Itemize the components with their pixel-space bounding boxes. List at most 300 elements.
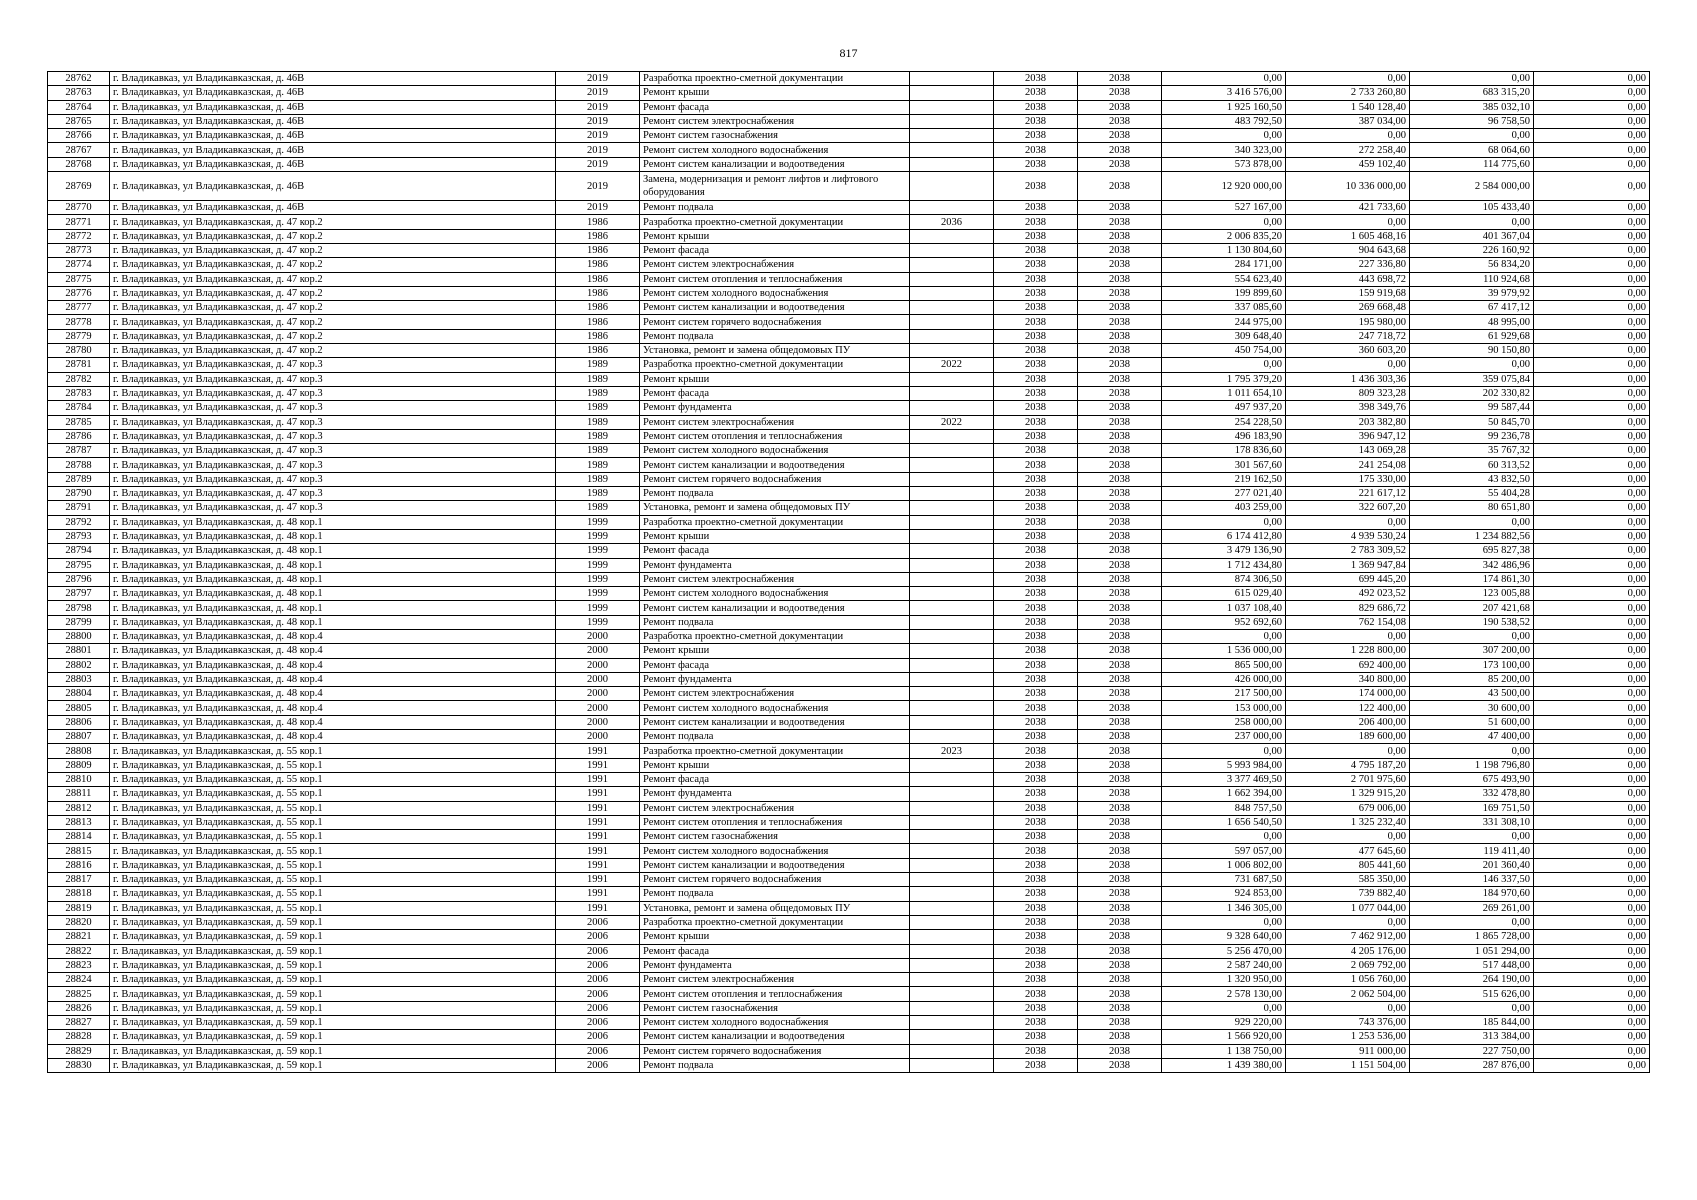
cell-year-end: 2038 xyxy=(1078,415,1162,429)
cell-work-type: Ремонт фасада xyxy=(640,772,910,786)
cell-address: г. Владикавказ, ул Владикавказская, д. 59 кор.1 xyxy=(110,915,556,929)
cell-fund-c: 0,00 xyxy=(1534,243,1650,257)
cell-total-cost: 554 623,40 xyxy=(1162,272,1286,286)
cell-year-end: 2038 xyxy=(1078,344,1162,358)
cell-fund-a: 387 034,00 xyxy=(1286,114,1410,128)
cell-planned-year xyxy=(910,858,994,872)
cell-work-type: Ремонт систем электроснабжения xyxy=(640,415,910,429)
cell-year-end: 2038 xyxy=(1078,100,1162,114)
cell-fund-c: 0,00 xyxy=(1534,201,1650,215)
cell-year-start: 2038 xyxy=(994,758,1078,772)
cell-address: г. Владикавказ, ул Владикавказская, д. 46В xyxy=(110,114,556,128)
cell-fund-c: 0,00 xyxy=(1534,701,1650,715)
cell-total-cost: 2 587 240,00 xyxy=(1162,958,1286,972)
cell-total-cost: 1 925 160,50 xyxy=(1162,100,1286,114)
cell-address: г. Владикавказ, ул Владикавказская, д. 47 кор.2 xyxy=(110,286,556,300)
cell-fund-c: 0,00 xyxy=(1534,143,1650,157)
cell-commission-year: 1991 xyxy=(556,758,640,772)
cell-fund-b: 185 844,00 xyxy=(1410,1016,1534,1030)
cell-planned-year xyxy=(910,758,994,772)
table-row xyxy=(48,830,1650,844)
cell-planned-year xyxy=(910,529,994,543)
cell-commission-year: 2006 xyxy=(556,958,640,972)
cell-planned-year xyxy=(910,1030,994,1044)
cell-year-start: 2038 xyxy=(994,487,1078,501)
cell-fund-c: 0,00 xyxy=(1534,415,1650,429)
cell-planned-year xyxy=(910,901,994,915)
cell-fund-c: 0,00 xyxy=(1534,1044,1650,1058)
table-row xyxy=(48,944,1650,958)
cell-fund-c: 0,00 xyxy=(1534,901,1650,915)
cell-total-cost: 217 500,00 xyxy=(1162,687,1286,701)
cell-year-end: 2038 xyxy=(1078,958,1162,972)
cell-commission-year: 2000 xyxy=(556,644,640,658)
cell-planned-year xyxy=(910,487,994,501)
cell-total-cost: 0,00 xyxy=(1162,515,1286,529)
cell-fund-a: 195 980,00 xyxy=(1286,315,1410,329)
cell-fund-c: 0,00 xyxy=(1534,858,1650,872)
cell-work-type: Ремонт фундамента xyxy=(640,672,910,686)
table-row xyxy=(48,272,1650,286)
cell-fund-a: 0,00 xyxy=(1286,830,1410,844)
table-row xyxy=(48,701,1650,715)
cell-work-type: Установка, ремонт и замена общедомовых ПУ xyxy=(640,344,910,358)
cell-work-type: Ремонт систем канализации и водоотведения xyxy=(640,157,910,171)
cell-work-type: Разработка проектно-сметной документации xyxy=(640,629,910,643)
cell-work-type: Ремонт подвала xyxy=(640,615,910,629)
cell-planned-year xyxy=(910,157,994,171)
cell-year-end: 2038 xyxy=(1078,172,1162,201)
cell-fund-b: 51 600,00 xyxy=(1410,715,1534,729)
cell-planned-year xyxy=(910,944,994,958)
cell-fund-a: 227 336,80 xyxy=(1286,258,1410,272)
cell-total-cost: 237 000,00 xyxy=(1162,730,1286,744)
table-row xyxy=(48,915,1650,929)
cell-planned-year xyxy=(910,301,994,315)
cell-year-end: 2038 xyxy=(1078,915,1162,929)
cell-year-start: 2038 xyxy=(994,415,1078,429)
cell-commission-year: 1999 xyxy=(556,544,640,558)
cell-year-start: 2038 xyxy=(994,730,1078,744)
cell-work-type: Ремонт систем канализации и водоотведения xyxy=(640,601,910,615)
cell-year-start: 2038 xyxy=(994,172,1078,201)
table-row xyxy=(48,258,1650,272)
cell-id: 28785 xyxy=(48,415,110,429)
cell-year-start: 2038 xyxy=(994,329,1078,343)
cell-fund-c: 0,00 xyxy=(1534,172,1650,201)
table-row xyxy=(48,687,1650,701)
cell-year-start: 2038 xyxy=(994,86,1078,100)
cell-year-end: 2038 xyxy=(1078,987,1162,1001)
cell-commission-year: 1986 xyxy=(556,344,640,358)
cell-fund-b: 1 234 882,56 xyxy=(1410,529,1534,543)
cell-commission-year: 2006 xyxy=(556,930,640,944)
cell-commission-year: 2006 xyxy=(556,987,640,1001)
table-row xyxy=(48,901,1650,915)
table-row xyxy=(48,129,1650,143)
cell-fund-b: 227 750,00 xyxy=(1410,1044,1534,1058)
cell-fund-a: 4 939 530,24 xyxy=(1286,529,1410,543)
cell-fund-c: 0,00 xyxy=(1534,772,1650,786)
cell-work-type: Ремонт систем электроснабжения xyxy=(640,973,910,987)
cell-commission-year: 1999 xyxy=(556,515,640,529)
cell-fund-a: 805 441,60 xyxy=(1286,858,1410,872)
cell-commission-year: 2006 xyxy=(556,973,640,987)
cell-commission-year: 1986 xyxy=(556,286,640,300)
cell-total-cost: 3 377 469,50 xyxy=(1162,772,1286,786)
cell-year-end: 2038 xyxy=(1078,444,1162,458)
table-row xyxy=(48,143,1650,157)
cell-year-end: 2038 xyxy=(1078,72,1162,86)
cell-work-type: Разработка проектно-сметной документации xyxy=(640,915,910,929)
table-row xyxy=(48,444,1650,458)
cell-fund-a: 1 077 044,00 xyxy=(1286,901,1410,915)
cell-fund-b: 114 775,60 xyxy=(1410,157,1534,171)
cell-work-type: Ремонт подвала xyxy=(640,1058,910,1072)
cell-planned-year xyxy=(910,930,994,944)
cell-fund-b: 307 200,00 xyxy=(1410,644,1534,658)
cell-year-end: 2038 xyxy=(1078,544,1162,558)
cell-total-cost: 573 878,00 xyxy=(1162,157,1286,171)
cell-work-type: Ремонт крыши xyxy=(640,229,910,243)
cell-address: г. Владикавказ, ул Владикавказская, д. 46В xyxy=(110,172,556,201)
cell-fund-a: 1 605 468,16 xyxy=(1286,229,1410,243)
cell-fund-c: 0,00 xyxy=(1534,286,1650,300)
cell-address: г. Владикавказ, ул Владикавказская, д. 46В xyxy=(110,86,556,100)
cell-year-end: 2038 xyxy=(1078,844,1162,858)
cell-fund-b: 174 861,30 xyxy=(1410,572,1534,586)
cell-fund-c: 0,00 xyxy=(1534,1016,1650,1030)
cell-fund-a: 1 253 536,00 xyxy=(1286,1030,1410,1044)
cell-fund-b: 47 400,00 xyxy=(1410,730,1534,744)
cell-commission-year: 2019 xyxy=(556,100,640,114)
table-row xyxy=(48,615,1650,629)
cell-fund-b: 50 845,70 xyxy=(1410,415,1534,429)
cell-year-start: 2038 xyxy=(994,258,1078,272)
cell-planned-year xyxy=(910,372,994,386)
cell-year-end: 2038 xyxy=(1078,157,1162,171)
cell-fund-a: 739 882,40 xyxy=(1286,887,1410,901)
cell-planned-year xyxy=(910,615,994,629)
cell-planned-year xyxy=(910,172,994,201)
cell-fund-c: 0,00 xyxy=(1534,873,1650,887)
cell-work-type: Ремонт подвала xyxy=(640,201,910,215)
cell-fund-b: 313 384,00 xyxy=(1410,1030,1534,1044)
cell-year-start: 2038 xyxy=(994,687,1078,701)
cell-fund-a: 762 154,08 xyxy=(1286,615,1410,629)
cell-fund-a: 398 349,76 xyxy=(1286,401,1410,415)
cell-total-cost: 6 174 412,80 xyxy=(1162,529,1286,543)
cell-fund-a: 1 540 128,40 xyxy=(1286,100,1410,114)
cell-id: 28777 xyxy=(48,301,110,315)
cell-fund-c: 0,00 xyxy=(1534,915,1650,929)
cell-fund-a: 1 369 947,84 xyxy=(1286,558,1410,572)
cell-fund-a: 241 254,08 xyxy=(1286,458,1410,472)
table-row xyxy=(48,1030,1650,1044)
cell-fund-c: 0,00 xyxy=(1534,229,1650,243)
cell-fund-c: 0,00 xyxy=(1534,215,1650,229)
cell-total-cost: 337 085,60 xyxy=(1162,301,1286,315)
cell-total-cost: 496 183,90 xyxy=(1162,429,1286,443)
cell-total-cost: 284 171,00 xyxy=(1162,258,1286,272)
cell-fund-b: 99 587,44 xyxy=(1410,401,1534,415)
cell-fund-c: 0,00 xyxy=(1534,958,1650,972)
cell-work-type: Ремонт систем газоснабжения xyxy=(640,830,910,844)
cell-commission-year: 2019 xyxy=(556,143,640,157)
cell-work-type: Ремонт систем отопления и теплоснабжения xyxy=(640,272,910,286)
table-row xyxy=(48,415,1650,429)
cell-fund-c: 0,00 xyxy=(1534,887,1650,901)
cell-year-end: 2038 xyxy=(1078,944,1162,958)
cell-year-end: 2038 xyxy=(1078,401,1162,415)
cell-fund-c: 0,00 xyxy=(1534,344,1650,358)
cell-year-start: 2038 xyxy=(994,286,1078,300)
cell-total-cost: 2 578 130,00 xyxy=(1162,987,1286,1001)
cell-id: 28781 xyxy=(48,358,110,372)
cell-commission-year: 1989 xyxy=(556,358,640,372)
table-row xyxy=(48,315,1650,329)
cell-planned-year xyxy=(910,587,994,601)
cell-year-end: 2038 xyxy=(1078,801,1162,815)
cell-id: 28811 xyxy=(48,787,110,801)
cell-year-end: 2038 xyxy=(1078,114,1162,128)
table-row xyxy=(48,329,1650,343)
cell-fund-c: 0,00 xyxy=(1534,1001,1650,1015)
cell-work-type: Ремонт систем электроснабжения xyxy=(640,572,910,586)
cell-year-end: 2038 xyxy=(1078,272,1162,286)
cell-planned-year xyxy=(910,286,994,300)
cell-fund-c: 0,00 xyxy=(1534,86,1650,100)
table-row xyxy=(48,730,1650,744)
cell-fund-a: 396 947,12 xyxy=(1286,429,1410,443)
cell-address: г. Владикавказ, ул Владикавказская, д. 47 кор.2 xyxy=(110,243,556,257)
cell-id: 28813 xyxy=(48,815,110,829)
cell-year-end: 2038 xyxy=(1078,315,1162,329)
table-row xyxy=(48,629,1650,643)
cell-year-start: 2038 xyxy=(994,1030,1078,1044)
cell-total-cost: 3 479 136,90 xyxy=(1162,544,1286,558)
cell-id: 28783 xyxy=(48,386,110,400)
cell-work-type: Ремонт фасада xyxy=(640,100,910,114)
cell-address: г. Владикавказ, ул Владикавказская, д. 46В xyxy=(110,143,556,157)
cell-id: 28762 xyxy=(48,72,110,86)
cell-address: г. Владикавказ, ул Владикавказская, д. 48 кор.4 xyxy=(110,687,556,701)
cell-address: г. Владикавказ, ул Владикавказская, д. 47 кор.3 xyxy=(110,386,556,400)
cell-fund-a: 2 701 975,60 xyxy=(1286,772,1410,786)
cell-total-cost: 0,00 xyxy=(1162,915,1286,929)
table-row xyxy=(48,515,1650,529)
cell-year-end: 2038 xyxy=(1078,1030,1162,1044)
cell-address: г. Владикавказ, ул Владикавказская, д. 48 кор.4 xyxy=(110,730,556,744)
cell-year-end: 2038 xyxy=(1078,644,1162,658)
cell-year-end: 2038 xyxy=(1078,701,1162,715)
cell-commission-year: 2019 xyxy=(556,72,640,86)
cell-year-end: 2038 xyxy=(1078,558,1162,572)
cell-fund-c: 0,00 xyxy=(1534,429,1650,443)
cell-planned-year xyxy=(910,772,994,786)
cell-fund-a: 174 000,00 xyxy=(1286,687,1410,701)
cell-work-type: Установка, ремонт и замена общедомовых ПУ xyxy=(640,501,910,515)
cell-planned-year xyxy=(910,72,994,86)
cell-id: 28823 xyxy=(48,958,110,972)
cell-total-cost: 1 566 920,00 xyxy=(1162,1030,1286,1044)
cell-address: г. Владикавказ, ул Владикавказская, д. 48 кор.1 xyxy=(110,587,556,601)
cell-commission-year: 1989 xyxy=(556,472,640,486)
cell-commission-year: 1999 xyxy=(556,587,640,601)
cell-planned-year xyxy=(910,672,994,686)
cell-fund-b: 67 417,12 xyxy=(1410,301,1534,315)
cell-commission-year: 1991 xyxy=(556,744,640,758)
cell-fund-a: 143 069,28 xyxy=(1286,444,1410,458)
cell-total-cost: 12 920 000,00 xyxy=(1162,172,1286,201)
cell-year-start: 2038 xyxy=(994,901,1078,915)
cell-work-type: Ремонт фасада xyxy=(640,944,910,958)
cell-year-end: 2038 xyxy=(1078,672,1162,686)
cell-work-type: Ремонт фасада xyxy=(640,243,910,257)
cell-year-start: 2038 xyxy=(994,873,1078,887)
cell-fund-b: 80 651,80 xyxy=(1410,501,1534,515)
cell-fund-a: 203 382,80 xyxy=(1286,415,1410,429)
cell-id: 28780 xyxy=(48,344,110,358)
cell-planned-year xyxy=(910,973,994,987)
cell-planned-year xyxy=(910,629,994,643)
cell-fund-c: 0,00 xyxy=(1534,844,1650,858)
cell-fund-c: 0,00 xyxy=(1534,644,1650,658)
cell-year-start: 2038 xyxy=(994,429,1078,443)
cell-year-end: 2038 xyxy=(1078,501,1162,515)
cell-planned-year xyxy=(910,687,994,701)
cell-fund-a: 829 686,72 xyxy=(1286,601,1410,615)
cell-address: г. Владикавказ, ул Владикавказская, д. 48 кор.1 xyxy=(110,544,556,558)
table-row xyxy=(48,344,1650,358)
cell-fund-b: 201 360,40 xyxy=(1410,858,1534,872)
cell-fund-b: 68 064,60 xyxy=(1410,143,1534,157)
cell-commission-year: 1989 xyxy=(556,501,640,515)
cell-fund-a: 0,00 xyxy=(1286,72,1410,86)
table-row xyxy=(48,887,1650,901)
cell-planned-year xyxy=(910,258,994,272)
cell-year-start: 2038 xyxy=(994,229,1078,243)
cell-year-end: 2038 xyxy=(1078,601,1162,615)
cell-planned-year xyxy=(910,801,994,815)
cell-id: 28801 xyxy=(48,644,110,658)
cell-id: 28769 xyxy=(48,172,110,201)
cell-fund-b: 105 433,40 xyxy=(1410,201,1534,215)
cell-fund-a: 189 600,00 xyxy=(1286,730,1410,744)
cell-id: 28822 xyxy=(48,944,110,958)
cell-fund-c: 0,00 xyxy=(1534,830,1650,844)
cell-year-start: 2038 xyxy=(994,615,1078,629)
cell-planned-year xyxy=(910,887,994,901)
table-row xyxy=(48,229,1650,243)
cell-total-cost: 254 228,50 xyxy=(1162,415,1286,429)
table-row xyxy=(48,801,1650,815)
cell-fund-c: 0,00 xyxy=(1534,672,1650,686)
cell-work-type: Ремонт систем холодного водоснабжения xyxy=(640,587,910,601)
cell-fund-c: 0,00 xyxy=(1534,272,1650,286)
cell-commission-year: 2019 xyxy=(556,129,640,143)
cell-id: 28799 xyxy=(48,615,110,629)
cell-fund-b: 43 832,50 xyxy=(1410,472,1534,486)
cell-address: г. Владикавказ, ул Владикавказская, д. 47 кор.3 xyxy=(110,444,556,458)
cell-total-cost: 865 500,00 xyxy=(1162,658,1286,672)
cell-commission-year: 1989 xyxy=(556,458,640,472)
cell-planned-year xyxy=(910,701,994,715)
cell-work-type: Ремонт систем электроснабжения xyxy=(640,258,910,272)
cell-year-start: 2038 xyxy=(994,372,1078,386)
cell-fund-c: 0,00 xyxy=(1534,815,1650,829)
cell-year-start: 2038 xyxy=(994,72,1078,86)
cell-total-cost: 497 937,20 xyxy=(1162,401,1286,415)
cell-planned-year xyxy=(910,787,994,801)
cell-commission-year: 2006 xyxy=(556,1001,640,1015)
cell-planned-year xyxy=(910,658,994,672)
table-row xyxy=(48,215,1650,229)
cell-year-end: 2038 xyxy=(1078,458,1162,472)
cell-fund-b: 332 478,80 xyxy=(1410,787,1534,801)
cell-total-cost: 1 662 394,00 xyxy=(1162,787,1286,801)
cell-id: 28815 xyxy=(48,844,110,858)
cell-address: г. Владикавказ, ул Владикавказская, д. 59 кор.1 xyxy=(110,1001,556,1015)
cell-address: г. Владикавказ, ул Владикавказская, д. 47 кор.3 xyxy=(110,429,556,443)
cell-id: 28774 xyxy=(48,258,110,272)
cell-fund-c: 0,00 xyxy=(1534,472,1650,486)
cell-fund-c: 0,00 xyxy=(1534,1030,1650,1044)
cell-fund-c: 0,00 xyxy=(1534,1058,1650,1072)
cell-id: 28787 xyxy=(48,444,110,458)
cell-year-start: 2038 xyxy=(994,801,1078,815)
cell-fund-b: 683 315,20 xyxy=(1410,86,1534,100)
table-row xyxy=(48,1044,1650,1058)
cell-id: 28817 xyxy=(48,873,110,887)
cell-year-end: 2038 xyxy=(1078,329,1162,343)
cell-fund-b: 60 313,52 xyxy=(1410,458,1534,472)
cell-fund-b: 207 421,68 xyxy=(1410,601,1534,615)
cell-planned-year xyxy=(910,873,994,887)
cell-commission-year: 2006 xyxy=(556,1016,640,1030)
cell-fund-b: 0,00 xyxy=(1410,72,1534,86)
cell-fund-c: 0,00 xyxy=(1534,615,1650,629)
cell-fund-b: 56 834,20 xyxy=(1410,258,1534,272)
table-row xyxy=(48,372,1650,386)
cell-work-type: Ремонт систем холодного водоснабжения xyxy=(640,286,910,300)
cell-year-start: 2038 xyxy=(994,715,1078,729)
cell-id: 28826 xyxy=(48,1001,110,1015)
cell-total-cost: 1 346 305,00 xyxy=(1162,901,1286,915)
cell-year-end: 2038 xyxy=(1078,1016,1162,1030)
cell-year-start: 2038 xyxy=(994,1044,1078,1058)
cell-id: 28793 xyxy=(48,529,110,543)
cell-total-cost: 277 021,40 xyxy=(1162,487,1286,501)
cell-fund-b: 695 827,38 xyxy=(1410,544,1534,558)
cell-year-start: 2038 xyxy=(994,501,1078,515)
cell-fund-a: 0,00 xyxy=(1286,915,1410,929)
cell-fund-a: 159 919,68 xyxy=(1286,286,1410,300)
cell-work-type: Ремонт фундамента xyxy=(640,787,910,801)
table-row xyxy=(48,958,1650,972)
cell-work-type: Ремонт фасада xyxy=(640,658,910,672)
table-row xyxy=(48,672,1650,686)
cell-address: г. Владикавказ, ул Владикавказская, д. 47 кор.3 xyxy=(110,372,556,386)
cell-commission-year: 1991 xyxy=(556,887,640,901)
cell-year-start: 2038 xyxy=(994,129,1078,143)
cell-id: 28812 xyxy=(48,801,110,815)
cell-year-start: 2038 xyxy=(994,987,1078,1001)
cell-total-cost: 1 130 804,60 xyxy=(1162,243,1286,257)
cell-total-cost: 258 000,00 xyxy=(1162,715,1286,729)
cell-planned-year xyxy=(910,987,994,1001)
cell-total-cost: 0,00 xyxy=(1162,129,1286,143)
